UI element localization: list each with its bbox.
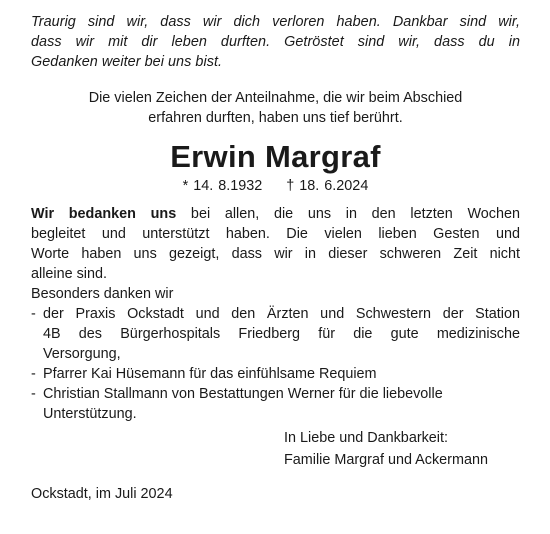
thanks-line-2: begleitet und unterstützt haben. Die vielen lieben Gesten und [31, 226, 520, 242]
list-item [31, 384, 520, 424]
list-item-line: Pfarrer Kai Hüsemann für das einfühlsame Requiem [43, 366, 377, 382]
list-item-line: 4B des Bürgerhospitals Friedberg für die gute medizinische [43, 326, 520, 342]
death-date: † 18. 6.2024 [286, 178, 369, 194]
intro-line-2: dass wir mit dir leben durften. Getröstet sind wir, dass du in [31, 34, 520, 50]
deceased-name: Erwin Margraf [170, 139, 381, 174]
thanks-lead: Wir bedanken uns [31, 206, 177, 222]
list-item [31, 364, 520, 384]
special-thanks-heading: Besonders danken wir [31, 286, 174, 302]
thanks-line-1-rest: bei allen, die uns in den letzten Wochen [176, 206, 521, 222]
intro-verse [31, 12, 520, 72]
life-dates [31, 176, 520, 196]
list-dash: - [31, 366, 36, 382]
special-thanks-list [31, 304, 520, 424]
list-item-line: Christian Stallmann von Bestattungen Werner für die liebevolle [43, 386, 443, 402]
list-dash: - [31, 386, 36, 402]
sympathy-text [31, 88, 520, 128]
thanks-line-4: alleine sind. [31, 266, 108, 282]
list-item [31, 304, 520, 364]
thanks-line-3: Worte haben uns gezeigt, dass wir in dieser schweren Zeit nicht [31, 246, 520, 262]
intro-line-1: Traurig sind wir, dass wir dich verloren haben. Dankbar sind wir, [31, 14, 520, 30]
list-item-line: Versorgung, [43, 346, 121, 362]
closing-signature [284, 427, 488, 471]
family-signature: Familie Margraf und Ackermann [284, 452, 488, 468]
sympathy-line-1: Die vielen Zeichen der Anteilnahme, die wir beim Abschied [88, 90, 463, 106]
closing-line-1: In Liebe und Dankbarkeit: [284, 430, 449, 446]
thanks-paragraph [31, 204, 520, 284]
list-item-line: Unterstützung. [43, 406, 137, 422]
intro-line-3: Gedanken weiter bei uns bist. [31, 54, 223, 70]
place-and-date: Ockstadt, im Juli 2024 [31, 486, 173, 502]
thanks-line-1 [31, 204, 520, 224]
sympathy-line-2: erfahren durften, haben uns tief berührt. [148, 110, 403, 126]
list-dash: - [31, 306, 36, 322]
list-item-line: der Praxis Ockstadt und den Ärzten und Schwestern der Station [43, 306, 520, 322]
birth-date: * 14. 8.1932 [182, 178, 263, 194]
